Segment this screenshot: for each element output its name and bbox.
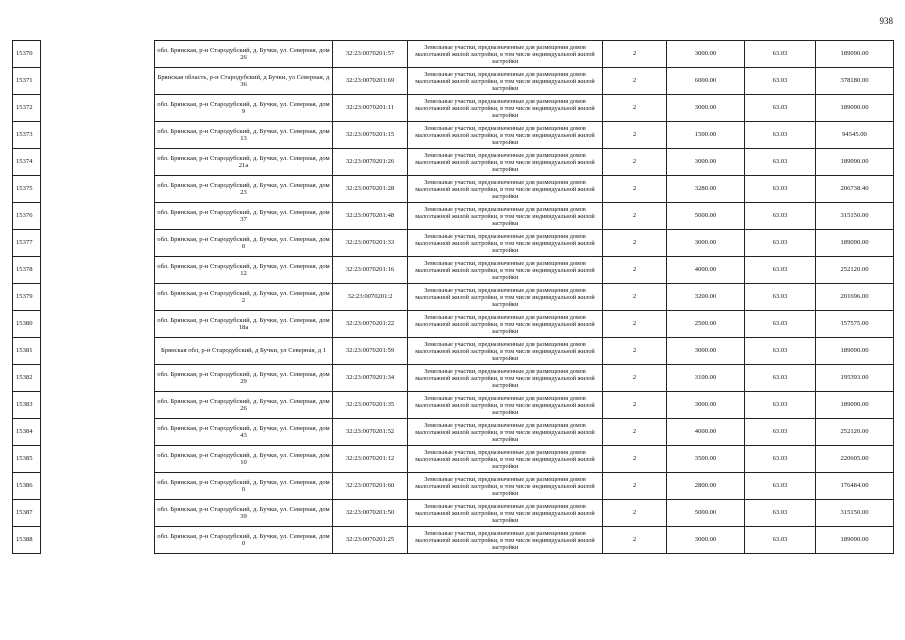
table-row <box>13 473 894 500</box>
cell-specific-value: 63.03 <box>745 41 816 68</box>
cell-specific-value: 63.03 <box>745 230 816 257</box>
cell-land-use-purpose: Земельные участки, предназначенные для размещения домов малоэтажной жилой застройки, в том числе индивидуальной жилой застройки <box>408 338 603 365</box>
cell-address: обл. Брянская, р-н Стародубский, д. Бучки, ул. Северная, дом 13 <box>155 122 333 149</box>
cell-cadastral-value: 157575.00 <box>816 311 894 338</box>
cell-cadastral-value: 94545.00 <box>816 122 894 149</box>
cell-cadastral-number: 32:23:0070201:35 <box>333 392 408 419</box>
cell-land-use-purpose: Земельные участки, предназначенные для размещения домов малоэтажной жилой застройки, в том числе индивидуальной жилой застройки <box>408 311 603 338</box>
cell-cadastral-number: 32:23:0070201:59 <box>333 338 408 365</box>
cell-group: 2 <box>603 230 667 257</box>
cell-group: 2 <box>603 68 667 95</box>
cell-area: 3000.00 <box>667 41 745 68</box>
cell-land-use-purpose: Земельные участки, предназначенные для размещения домов малоэтажной жилой застройки, в том числе индивидуальной жилой застройки <box>408 203 603 230</box>
table-row <box>13 392 894 419</box>
cell-cadastral-value: 220605.00 <box>816 446 894 473</box>
cell-land-use-purpose: Земельные участки, предназначенные для размещения домов малоэтажной жилой застройки, в том числе индивидуальной жилой застройки <box>408 284 603 311</box>
cell-land-use-purpose: Земельные участки, предназначенные для размещения домов малоэтажной жилой застройки, в том числе индивидуальной жилой застройки <box>408 446 603 473</box>
cell-cadastral-value: 378180.00 <box>816 68 894 95</box>
cell-address: обл. Брянская, р-н Стародубский, д. Бучки, ул. Северная, дом 43 <box>155 419 333 446</box>
cell-group: 2 <box>603 176 667 203</box>
cell-spacer <box>41 527 155 554</box>
cell-specific-value: 63.03 <box>745 149 816 176</box>
cell-address: обл. Брянская, р-н Стародубский, д. Бучки, ул. Северная, дом 37 <box>155 203 333 230</box>
cell-spacer <box>41 203 155 230</box>
cell-area: 2500.00 <box>667 311 745 338</box>
table-row <box>13 338 894 365</box>
cell-area: 3200.00 <box>667 284 745 311</box>
cell-spacer <box>41 257 155 284</box>
cell-cadastral-value: 252120.00 <box>816 419 894 446</box>
cell-group: 2 <box>603 122 667 149</box>
cell-cadastral-value: 252120.00 <box>816 257 894 284</box>
cell-record-number: 15384 <box>13 419 41 446</box>
cell-cadastral-number: 32:23:0070201:16 <box>333 257 408 284</box>
cell-specific-value: 63.03 <box>745 365 816 392</box>
cell-area: 3000.00 <box>667 95 745 122</box>
cell-address: обл. Брянская, р-н Стародубский, д. Бучки, ул. Северная, дом 26 <box>155 41 333 68</box>
cell-address: обл. Брянская, р-н Стародубский, д. Бучки, ул. Северная, дом 21а <box>155 149 333 176</box>
cell-cadastral-number: 32:23:0070201:50 <box>333 500 408 527</box>
cell-record-number: 15379 <box>13 284 41 311</box>
cell-address: обл. Брянская, р-н Стародубский, д. Бучки, ул. Северная, дом 0 <box>155 527 333 554</box>
cell-spacer <box>41 41 155 68</box>
cell-cadastral-number: 32:23:0070201:52 <box>333 419 408 446</box>
cell-cadastral-number: 32:23:0070201:26 <box>333 149 408 176</box>
cell-specific-value: 63.03 <box>745 311 816 338</box>
cell-spacer <box>41 176 155 203</box>
cell-cadastral-number: 32:23:0070201:48 <box>333 203 408 230</box>
cell-record-number: 15376 <box>13 203 41 230</box>
cell-address: обл. Брянская, р-н Стародубский, д. Бучки, ул. Северная, дом 2 <box>155 284 333 311</box>
cell-land-use-purpose: Земельные участки, предназначенные для размещения домов малоэтажной жилой застройки, в том числе индивидуальной жилой застройки <box>408 230 603 257</box>
cell-area: 3280.00 <box>667 176 745 203</box>
cell-spacer <box>41 284 155 311</box>
cell-record-number: 15385 <box>13 446 41 473</box>
cell-record-number: 15381 <box>13 338 41 365</box>
cell-cadastral-number: 32:23:0070201:28 <box>333 176 408 203</box>
cell-land-use-purpose: Земельные участки, предназначенные для размещения домов малоэтажной жилой застройки, в том числе индивидуальной жилой застройки <box>408 392 603 419</box>
cell-record-number: 15373 <box>13 122 41 149</box>
cell-area: 5000.00 <box>667 203 745 230</box>
cell-cadastral-number: 32:23:0070201:69 <box>333 68 408 95</box>
cell-record-number: 15380 <box>13 311 41 338</box>
cell-cadastral-value: 189090.00 <box>816 392 894 419</box>
cell-area: 3000.00 <box>667 149 745 176</box>
cell-land-use-purpose: Земельные участки, предназначенные для размещения домов малоэтажной жилой застройки, в том числе индивидуальной жилой застройки <box>408 122 603 149</box>
table-row <box>13 446 894 473</box>
cell-cadastral-number: 32:23:0070201:25 <box>333 527 408 554</box>
cell-area: 3000.00 <box>667 338 745 365</box>
cell-record-number: 15371 <box>13 68 41 95</box>
table-row <box>13 500 894 527</box>
table-row <box>13 311 894 338</box>
cell-cadastral-value: 189090.00 <box>816 149 894 176</box>
cell-record-number: 15386 <box>13 473 41 500</box>
cell-area: 3000.00 <box>667 392 745 419</box>
cell-record-number: 15388 <box>13 527 41 554</box>
table-row <box>13 365 894 392</box>
cell-address: Брянская обл, р-н Стародубский, д Бучки, ул Северная, д 1 <box>155 338 333 365</box>
cell-area: 3500.00 <box>667 446 745 473</box>
cell-specific-value: 63.03 <box>745 176 816 203</box>
table-body <box>13 41 894 554</box>
cell-specific-value: 63.03 <box>745 122 816 149</box>
cell-group: 2 <box>603 365 667 392</box>
cell-record-number: 15387 <box>13 500 41 527</box>
cell-address: обл. Брянская, р-н Стародубский, д. Бучки, ул. Северная, дом 39 <box>155 500 333 527</box>
cell-group: 2 <box>603 527 667 554</box>
cell-cadastral-value: 201696.00 <box>816 284 894 311</box>
cell-specific-value: 63.03 <box>745 419 816 446</box>
cell-group: 2 <box>603 446 667 473</box>
cell-address: обл. Брянская, р-н Стародубский, д. Бучки, ул. Северная, дом 12 <box>155 257 333 284</box>
cell-address: обл. Брянская, р-н Стародубский, д. Бучки, ул. Северная, дом 26 <box>155 392 333 419</box>
table-row <box>13 68 894 95</box>
table-row <box>13 284 894 311</box>
cell-specific-value: 63.03 <box>745 446 816 473</box>
cell-specific-value: 63.03 <box>745 284 816 311</box>
table-row <box>13 41 894 68</box>
cell-record-number: 15375 <box>13 176 41 203</box>
cell-cadastral-number: 32:23:0070201:22 <box>333 311 408 338</box>
table-row <box>13 527 894 554</box>
cell-group: 2 <box>603 392 667 419</box>
cell-spacer <box>41 311 155 338</box>
cell-spacer <box>41 68 155 95</box>
cell-specific-value: 63.03 <box>745 338 816 365</box>
cell-land-use-purpose: Земельные участки, предназначенные для размещения домов малоэтажной жилой застройки, в том числе индивидуальной жилой застройки <box>408 419 603 446</box>
cell-cadastral-value: 189090.00 <box>816 41 894 68</box>
cell-address: обл. Брянская, р-н Стародубский, д. Бучки, ул. Северная, дом 9 <box>155 95 333 122</box>
table-row <box>13 149 894 176</box>
cell-cadastral-value: 176484.00 <box>816 473 894 500</box>
cell-area: 5000.00 <box>667 500 745 527</box>
cell-specific-value: 63.03 <box>745 203 816 230</box>
cell-area: 3100.00 <box>667 365 745 392</box>
cell-cadastral-number: 32:23:0070201:15 <box>333 122 408 149</box>
cell-record-number: 15370 <box>13 41 41 68</box>
cell-spacer <box>41 338 155 365</box>
cell-land-use-purpose: Земельные участки, предназначенные для размещения домов малоэтажной жилой застройки, в том числе индивидуальной жилой застройки <box>408 41 603 68</box>
cell-cadastral-number: 32:23:0070201:33 <box>333 230 408 257</box>
cell-address: обл. Брянская, р-н Стародубский, д. Бучки, ул. Северная, дом 0 <box>155 473 333 500</box>
cell-specific-value: 63.03 <box>745 68 816 95</box>
cell-address: обл. Брянская, р-н Стародубский, д. Бучки, ул. Северная, дом 10 <box>155 446 333 473</box>
cell-cadastral-number: 32:23:0070201:12 <box>333 446 408 473</box>
cell-cadastral-number: 32:23:0070201:60 <box>333 473 408 500</box>
page-number: 938 <box>879 16 893 26</box>
table-row <box>13 230 894 257</box>
cell-land-use-purpose: Земельные участки, предназначенные для размещения домов малоэтажной жилой застройки, в том числе индивидуальной жилой застройки <box>408 500 603 527</box>
cell-record-number: 15372 <box>13 95 41 122</box>
cell-spacer <box>41 230 155 257</box>
cell-specific-value: 63.03 <box>745 95 816 122</box>
cell-record-number: 15382 <box>13 365 41 392</box>
cell-area: 4000.00 <box>667 419 745 446</box>
cell-specific-value: 63.03 <box>745 500 816 527</box>
cell-group: 2 <box>603 284 667 311</box>
table-row <box>13 95 894 122</box>
cell-land-use-purpose: Земельные участки, предназначенные для размещения домов малоэтажной жилой застройки, в том числе индивидуальной жилой застройки <box>408 95 603 122</box>
cell-group: 2 <box>603 95 667 122</box>
cell-spacer <box>41 500 155 527</box>
cell-cadastral-number: 32:23:0070201:2 <box>333 284 408 311</box>
cell-specific-value: 63.03 <box>745 392 816 419</box>
cell-area: 3000.00 <box>667 230 745 257</box>
cell-group: 2 <box>603 338 667 365</box>
cell-record-number: 15377 <box>13 230 41 257</box>
cell-record-number: 15374 <box>13 149 41 176</box>
cell-land-use-purpose: Земельные участки, предназначенные для размещения домов малоэтажной жилой застройки, в том числе индивидуальной жилой застройки <box>408 365 603 392</box>
cell-specific-value: 63.03 <box>745 473 816 500</box>
cell-cadastral-value: 195393.00 <box>816 365 894 392</box>
table-row <box>13 176 894 203</box>
cell-cadastral-value: 315150.00 <box>816 203 894 230</box>
table-row <box>13 257 894 284</box>
cell-record-number: 15383 <box>13 392 41 419</box>
cell-area: 1500.00 <box>667 122 745 149</box>
cell-cadastral-value: 189090.00 <box>816 527 894 554</box>
land-plots-table <box>12 40 893 554</box>
cell-spacer <box>41 122 155 149</box>
cell-cadastral-value: 189090.00 <box>816 338 894 365</box>
cell-address: обл. Брянская, р-н Стародубский, д. Бучки, ул. Северная, дом 23 <box>155 176 333 203</box>
cell-area: 2800.00 <box>667 473 745 500</box>
cell-land-use-purpose: Земельные участки, предназначенные для размещения домов малоэтажной жилой застройки, в том числе индивидуальной жилой застройки <box>408 176 603 203</box>
table-row <box>13 203 894 230</box>
cell-group: 2 <box>603 149 667 176</box>
cell-cadastral-value: 189090.00 <box>816 95 894 122</box>
table-row <box>13 122 894 149</box>
cell-area: 6000.00 <box>667 68 745 95</box>
cell-address: обл. Брянская, р-н Стародубский, д. Бучки, ул. Северная, дом 18а <box>155 311 333 338</box>
cell-cadastral-value: 206738.40 <box>816 176 894 203</box>
cell-spacer <box>41 365 155 392</box>
cell-record-number: 15378 <box>13 257 41 284</box>
cell-specific-value: 63.03 <box>745 527 816 554</box>
cell-group: 2 <box>603 257 667 284</box>
cell-specific-value: 63.03 <box>745 257 816 284</box>
cell-land-use-purpose: Земельные участки, предназначенные для размещения домов малоэтажной жилой застройки, в том числе индивидуальной жилой застройки <box>408 473 603 500</box>
cell-land-use-purpose: Земельные участки, предназначенные для размещения домов малоэтажной жилой застройки, в том числе индивидуальной жилой застройки <box>408 257 603 284</box>
cell-group: 2 <box>603 473 667 500</box>
cell-land-use-purpose: Земельные участки, предназначенные для размещения домов малоэтажной жилой застройки, в том числе индивидуальной жилой застройки <box>408 149 603 176</box>
cell-group: 2 <box>603 203 667 230</box>
cell-spacer <box>41 392 155 419</box>
cell-address: Брянская область, р-н Стародубский, д Бучки, ул Северная, д 36 <box>155 68 333 95</box>
cell-cadastral-number: 32:23:0070201:57 <box>333 41 408 68</box>
cell-group: 2 <box>603 311 667 338</box>
cell-spacer <box>41 149 155 176</box>
cell-address: обл. Брянская, р-н Стародубский, д. Бучки, ул. Северная, дом 29 <box>155 365 333 392</box>
cell-spacer <box>41 95 155 122</box>
cell-area: 3000.00 <box>667 527 745 554</box>
cell-cadastral-value: 315150.00 <box>816 500 894 527</box>
cell-spacer <box>41 473 155 500</box>
cell-group: 2 <box>603 41 667 68</box>
cell-cadastral-number: 32:23:0070201:34 <box>333 365 408 392</box>
cell-area: 4000.00 <box>667 257 745 284</box>
cell-group: 2 <box>603 500 667 527</box>
table-row <box>13 419 894 446</box>
cell-land-use-purpose: Земельные участки, предназначенные для размещения домов малоэтажной жилой застройки, в том числе индивидуальной жилой застройки <box>408 527 603 554</box>
cell-cadastral-value: 189090.00 <box>816 230 894 257</box>
cell-spacer <box>41 446 155 473</box>
cell-spacer <box>41 419 155 446</box>
cell-cadastral-number: 32:23:0070201:11 <box>333 95 408 122</box>
cell-address: обл. Брянская, р-н Стародубский, д. Бучки, ул. Северная, дом 0 <box>155 230 333 257</box>
cell-group: 2 <box>603 419 667 446</box>
cell-land-use-purpose: Земельные участки, предназначенные для размещения домов малоэтажной жилой застройки, в том числе индивидуальной жилой застройки <box>408 68 603 95</box>
